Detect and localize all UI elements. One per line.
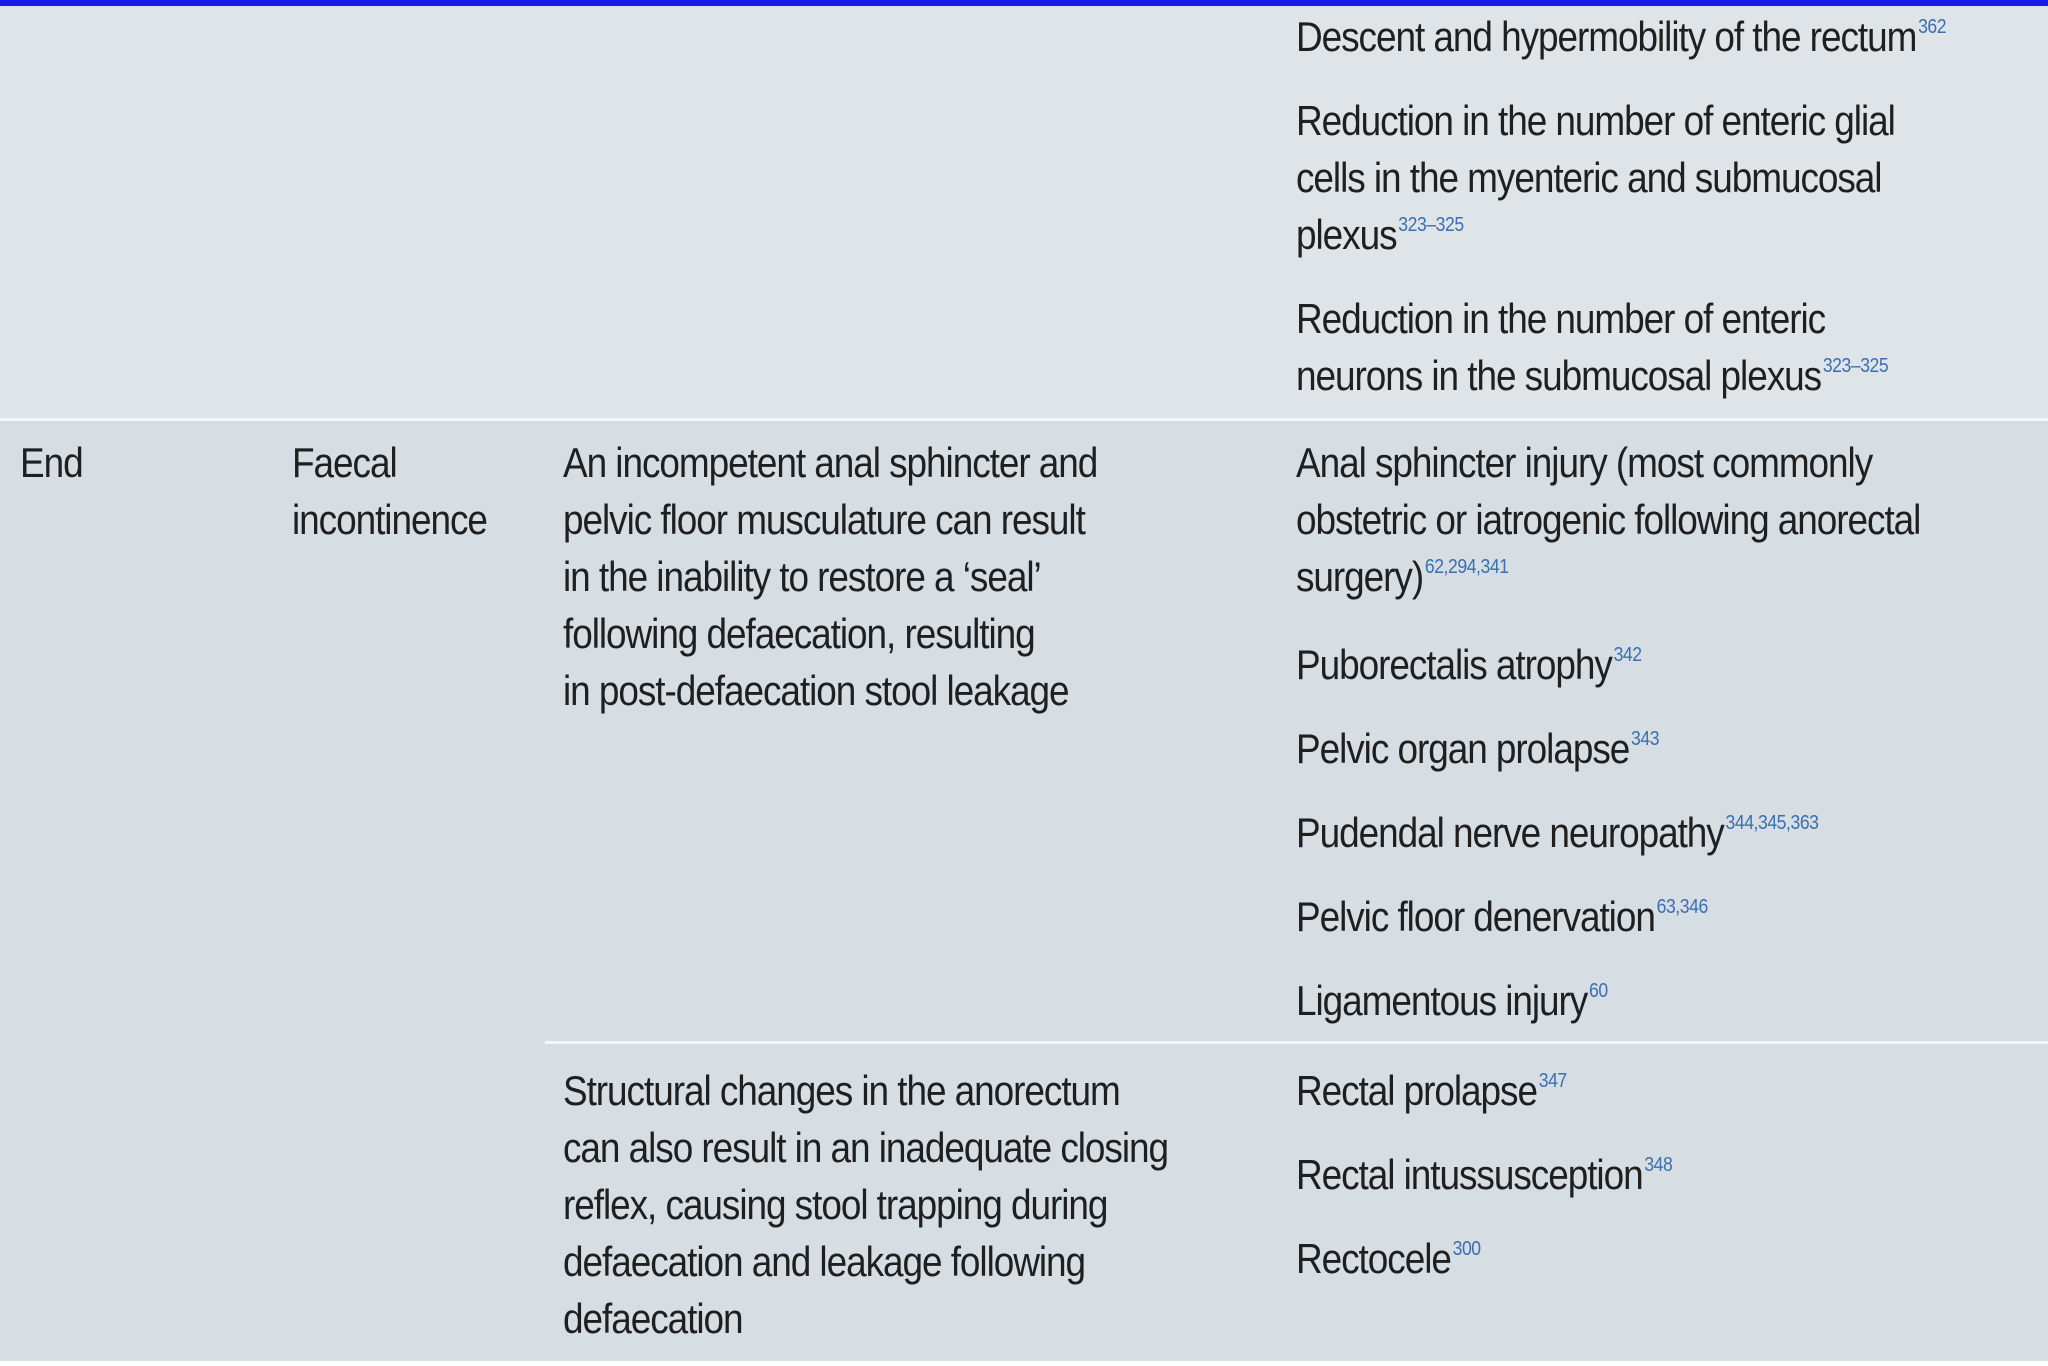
citation-ref: 344,345,363: [1725, 812, 1819, 834]
factor-rectal-intussusception: Rectal intussusception$^{348}$: [1296, 1151, 1673, 1198]
factor-sphincter-injury: Anal sphincter injury (most commonly obstetric or iatrogenic following anorectal surgery)$^{62,294,341}$: [1296, 439, 1921, 600]
citation-ref: 323–325: [1398, 214, 1464, 236]
mechanism-sphincter: An incompetent anal sphincter and pelvic floor musculature can result in the inability to restore a ‘seal’ following defaecation, resulting in post-defaecation stool leakage: [563, 439, 1098, 714]
phase-label: End: [20, 439, 83, 486]
factor-rectal-descent: Descent and hypermobility of the rectum$^{362}$: [1296, 13, 1947, 60]
factor-pudendal-neuropathy: Pudendal nerve neuropathy$^{344,345,363}$: [1296, 809, 1819, 856]
mechanism-structural: Structural changes in the anorectum can also result in an inadequate closing reflex, causing stool trapping during defaecation and leakage following defaecation: [563, 1067, 1168, 1342]
citation-ref: 342: [1613, 644, 1642, 666]
citation-ref: 62,294,341: [1424, 556, 1509, 578]
factor-pelvic-floor-denervation: Pelvic floor denervation$^{63,346}$: [1296, 893, 1708, 940]
citation-ref: 60: [1588, 980, 1608, 1002]
bottom-edge: [0, 1361, 2048, 1366]
factor-pelvic-organ-prolapse: Pelvic organ prolapse$^{343}$: [1296, 725, 1660, 772]
symptom-label: Faecal incontinence: [292, 439, 487, 543]
factor-rectal-prolapse: Rectal prolapse$^{347}$: [1296, 1067, 1567, 1114]
factor-rectocele: Rectocele$^{300}$: [1296, 1235, 1481, 1282]
subrow-divider: [545, 1041, 2048, 1044]
factor-glial-cells: Reduction in the number of enteric glial cells in the myenteric and submucosal plexus$^{323-325}$: [1296, 97, 1895, 258]
factor-enteric-neurons: Reduction in the number of enteric neurons in the submucosal plexus$^{323-325}$: [1296, 295, 1889, 399]
citation-ref: 300: [1452, 1238, 1481, 1260]
citation-ref: 348: [1644, 1154, 1673, 1176]
citation-ref: 362: [1918, 16, 1947, 38]
factor-ligamentous-injury: Ligamentous injury$^{60}$: [1296, 977, 1608, 1024]
citation-ref: 343: [1631, 728, 1660, 750]
citation-ref: 63,346: [1656, 896, 1708, 918]
citation-ref: 323–325: [1822, 355, 1889, 377]
citation-ref: 347: [1538, 1070, 1567, 1092]
factor-puborectalis-atrophy: Puborectalis atrophy$^{342}$: [1296, 641, 1642, 688]
